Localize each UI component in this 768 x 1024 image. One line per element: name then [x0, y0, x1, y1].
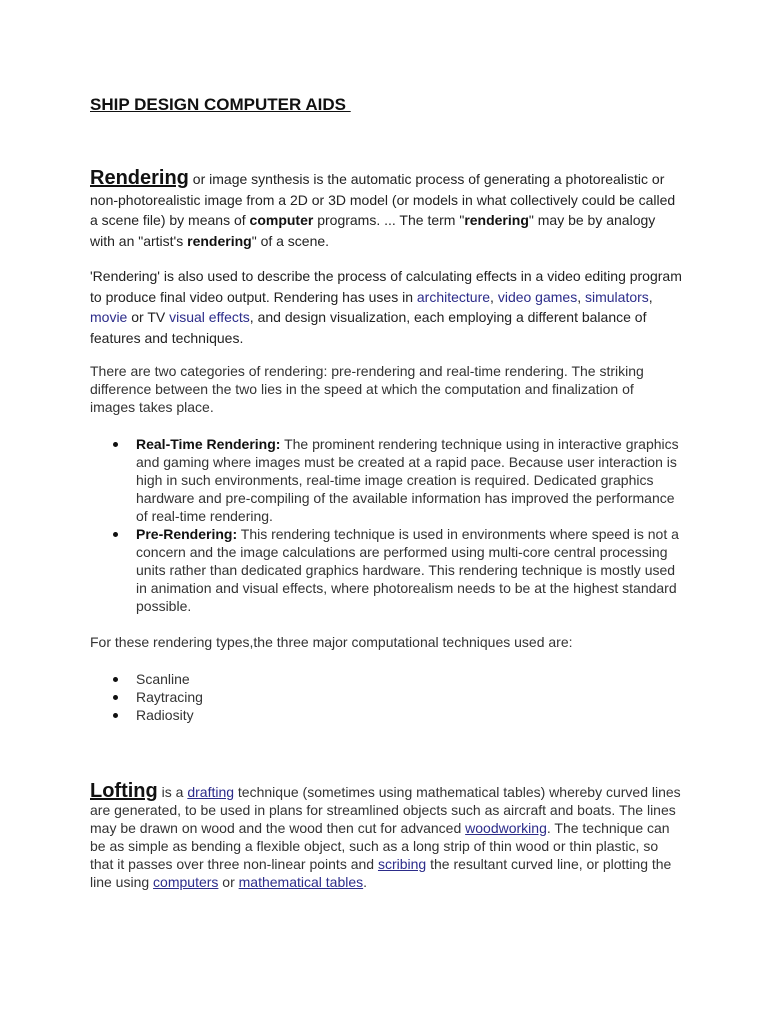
link-simulators[interactable]: simulators — [585, 288, 649, 305]
lofting-paragraph — [90, 782, 682, 891]
category-description: This rendering technique is used in environments where speed is not a concern and the image calculations are performed using multi-core central processing units rather than dedicated graphics hardware. This rendering technique is mostly used in animation and visual effects, where photorealism needs to be at the highest standard possible. — [136, 526, 679, 614]
bullet-dot — [113, 532, 118, 537]
technique-label: Radiosity — [136, 707, 194, 723]
bold-term-rendering: rendering — [464, 212, 529, 228]
categories-intro-paragraph: There are two categories of rendering: pre-rendering and real-time rendering. The striking difference between the two lies in the speed at which the computation and finalization of images takes place. — [90, 363, 644, 415]
bold-term-rendering: rendering — [187, 232, 252, 249]
link-woodworking[interactable]: woodworking — [465, 820, 547, 836]
text-run: " of a scene. — [251, 232, 330, 249]
category-term: Pre-Rendering: — [136, 526, 238, 542]
techniques-intro-paragraph: For these rendering types,the three major computational techniques used are: — [90, 634, 573, 650]
category-term: Real-Time Rendering: — [136, 436, 281, 452]
lofting-heading: Lofting — [90, 780, 158, 802]
text-run: , and design visualization, each employing a different balance of features and techniques. — [90, 309, 647, 346]
technique-label: Scanline — [136, 671, 190, 687]
text-run: is a — [157, 784, 188, 800]
link-scribing[interactable]: scribing — [377, 856, 427, 872]
bullet-dot — [113, 677, 118, 682]
techniques-list — [90, 670, 682, 724]
bullet-dot — [113, 442, 118, 447]
text-run: or image synthesis is the automatic process of generating a photorealistic or non-photorealistic image from a 2D or 3D model (or models in what collectively could be called a scene file) by means of — [90, 171, 676, 228]
list-item — [90, 670, 682, 688]
list-item — [90, 435, 682, 525]
text-run: programs. ... The term " — [313, 212, 465, 228]
link-movie[interactable]: movie — [90, 309, 128, 325]
text-run: " may be by analogy with an "artist's — [90, 212, 656, 249]
link-drafting[interactable]: drafting — [187, 784, 235, 800]
bold-term-computer: computer — [249, 212, 314, 228]
link-computers[interactable]: computers — [153, 874, 219, 890]
rendering-heading: Rendering — [90, 167, 189, 189]
text-run: 'Rendering' is also used to describe the process of calculating effects in a video editing program to produce final video output. Rendering has uses in — [90, 268, 682, 305]
rendering-uses-paragraph — [90, 266, 682, 348]
link-video-games[interactable]: video games — [497, 288, 578, 305]
document-title: SHIP DESIGN COMPUTER AIDS — [90, 95, 351, 114]
text-run: or TV — [127, 309, 170, 325]
link-architecture[interactable]: architecture — [416, 288, 491, 305]
list-item — [90, 706, 682, 724]
list-item — [90, 688, 682, 706]
text-run: . — [363, 874, 368, 890]
bullet-dot — [113, 695, 118, 700]
bullet-dot — [113, 713, 118, 718]
list-item — [90, 525, 682, 615]
rendering-categories-list — [90, 435, 682, 615]
text-run: , — [648, 288, 653, 305]
text-run: . The technique can be as simple as bending a flexible object, such as a long strip of thin wood or thin plastic, so that it passes over three non-linear points and — [90, 820, 670, 872]
link-mathematical-tables[interactable]: mathematical tables — [238, 874, 364, 890]
technique-label: Raytracing — [136, 689, 203, 705]
text-run: , — [490, 288, 498, 305]
text-run: technique (sometimes using mathematical tables) whereby curved lines are generated, to be used in plans for streamlined objects such as aircraft and boats. The lines may be drawn on wood and the wood then cut for advanced — [90, 784, 681, 836]
text-run: the resultant curved line, or plotting the line using — [90, 856, 672, 890]
text-run: or — [218, 874, 239, 890]
category-description: The prominent rendering technique using in interactive graphics and gaming where images must be created at a rapid pace. Because user interaction is high in such environments, real-time image creation is required. Dedicated graphics hardware and pre-compiling of the available information has improved the performance of real-time rendering. — [136, 436, 679, 524]
text-run: , — [577, 288, 585, 305]
rendering-intro-paragraph — [90, 168, 682, 251]
link-visual-effects[interactable]: visual effects — [169, 309, 250, 325]
